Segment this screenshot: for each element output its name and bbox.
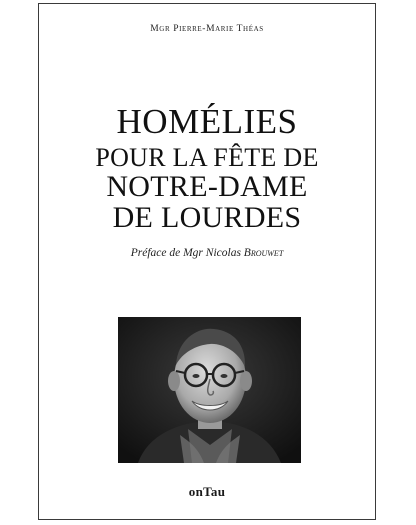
preface-prefix: Préface de Mgr Nicolas — [130, 247, 244, 259]
book-cover — [38, 3, 376, 520]
title-line-1: HOMÉLIES — [116, 102, 298, 141]
title-line-2: POUR LA FÊTE DE — [95, 143, 319, 172]
author-name: Mgr Pierre-Marie Théas — [150, 24, 264, 34]
publisher-logo: onTau — [188, 484, 226, 499]
author-portrait-photo — [118, 317, 301, 463]
portrait-illustration — [118, 317, 301, 463]
book-title — [39, 104, 375, 233]
preface-name: Brouwet — [243, 247, 284, 259]
title-line-3: NOTRE-DAME — [106, 170, 308, 203]
preface-credit — [39, 247, 375, 259]
title-line-4: DE LOURDES — [112, 201, 302, 234]
